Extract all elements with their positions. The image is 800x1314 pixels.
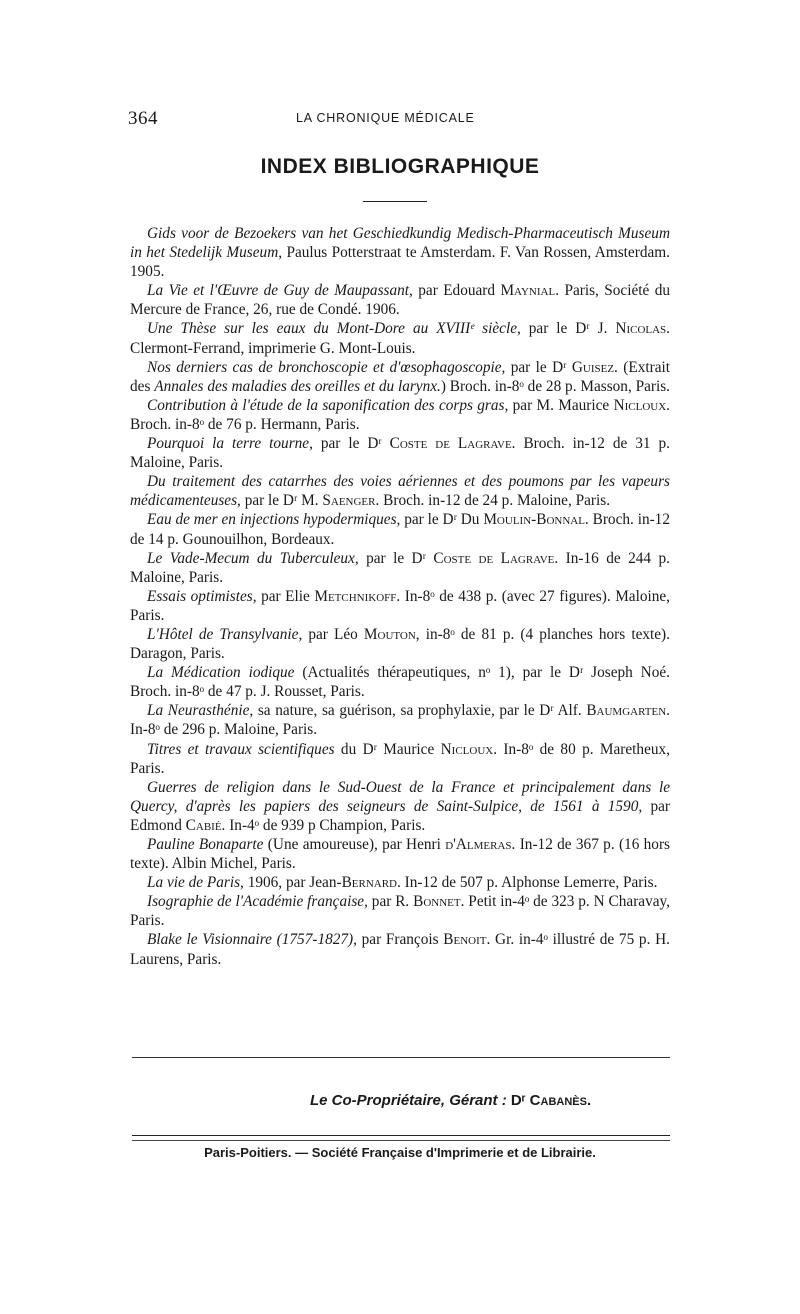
bibliography-entry <box>130 472 670 510</box>
entry-title: Annales des maladies des oreilles et du larynx. <box>154 377 441 395</box>
entry-text: Paulus Potterstraat te Amsterdam. F. Van Rossen, Amsterdam. 1905. <box>130 244 670 281</box>
entry-author: Nicloux. <box>613 396 670 414</box>
entry-title: La Vie et l'Œuvre de Guy de Maupassant, <box>147 282 413 300</box>
entry-author: Maynial. <box>500 282 560 300</box>
entry-author: Baumgarten. <box>586 702 670 720</box>
entry-author: Guisez. <box>571 358 618 376</box>
signature-name: Dʳ Cabanès. <box>510 1092 592 1109</box>
entry-text: par le Dʳ <box>505 358 572 376</box>
entry-text: Gr. in-4ᵒ illustré de 75 p. H. Laurens, Paris. <box>130 931 670 968</box>
entry-title: Du traitement des catarrhes des voies aériennes et des poumons par les vapeurs médicamenteuses, <box>130 473 670 510</box>
bibliography-entry <box>130 510 670 548</box>
entry-text: in-8ᵒ de 81 p. (4 planches hors texte). Daragon, Paris. <box>130 625 670 663</box>
entry-text: In-8ᵒ de 80 p. Maretheux, Paris. <box>130 740 670 777</box>
bibliography-entry <box>130 434 670 472</box>
entry-title: La Neurasthénie, <box>147 702 254 720</box>
entry-text: (Une amoureuse), par Henri <box>263 836 446 853</box>
bibliography-entry <box>130 873 670 892</box>
end-rule <box>132 1057 670 1058</box>
entry-text: Paris, Société du Mercure de France, 26, rue de Condé. 1906. <box>130 282 670 319</box>
entry-text: (Actualités thérapeutiques, nᵒ 1), par le Dʳ Joseph Noé. Broch. in-8ᵒ de 47 p. J. Rousset, Paris. <box>130 664 670 701</box>
bibliography-entry <box>130 663 670 701</box>
entry-author: Moulin-Bonnal. <box>483 511 589 529</box>
bibliography-entry <box>130 778 670 835</box>
bibliography-entry <box>130 358 670 396</box>
entry-text: In-12 de 367 p. (16 hors texte). Albin Michel, Paris. <box>130 836 671 873</box>
entry-text: par le Dʳ <box>358 549 434 567</box>
entry-author: Metchnikoff. <box>314 587 401 605</box>
bibliography-entry <box>130 281 670 319</box>
entry-author: Nicloux. <box>440 740 498 758</box>
entry-title: Contribution à l'étude de la saponification des corps gras, <box>147 396 509 414</box>
entry-text: In-4ᵒ de 939 p Champion, Paris. <box>225 816 426 834</box>
entry-title: Pauline Bonaparte <box>147 836 264 853</box>
entry-text: par Edouard <box>412 282 501 300</box>
entry-text: Broch. in-12 de 24 p. Maloine, Paris. <box>379 492 611 510</box>
bibliography-entry <box>130 396 670 434</box>
entry-text: In-16 de 244 p. Maloine, Paris. <box>130 549 670 586</box>
entry-author: d'Almeras. <box>445 836 516 853</box>
entry-text: par le Dʳ J. <box>520 320 616 338</box>
entry-title: Le Vade-Mecum du Tuberculeux, <box>147 549 359 567</box>
bibliography-entry <box>130 625 670 663</box>
entry-title: Titres et travaux scientifiques <box>147 740 335 758</box>
bibliography-entry <box>130 224 670 281</box>
entry-text: par le Dʳ Du <box>400 511 484 529</box>
entry-text: par R. <box>367 893 414 911</box>
entry-text: Broch. in-12 de 14 p. Gounouilhon, Bordeaux. <box>130 511 670 548</box>
signature-label: Le Co-Propriétaire, Gérant : <box>310 1092 507 1109</box>
entry-text: par François <box>356 931 444 949</box>
entry-author: Bonnet. <box>413 893 465 911</box>
entry-title: Guerres de religion dans le Sud-Ouest de la France et principalement dans le Quercy, d'après les papiers des seigneurs de Saint-Sulpice, de 1561 à 1590, <box>130 778 670 815</box>
bibliography-entry <box>130 740 670 778</box>
entry-text: In-8ᵒ de 296 p. Maloine, Paris. <box>130 721 318 739</box>
entry-author: Benoit. <box>443 931 491 949</box>
journal-name: LA CHRONIQUE MÉDICALE <box>296 111 475 125</box>
entry-title: Une Thèse sur les eaux du Mont-Dore au XVIIIᵉ siècle, <box>147 320 521 338</box>
signature <box>310 1092 670 1109</box>
bibliography-entry <box>130 892 670 930</box>
title-rule <box>363 201 427 202</box>
entry-author: Mouton, <box>363 625 420 643</box>
entry-text: 1906, par Jean- <box>243 874 342 892</box>
bibliography-entry <box>130 930 670 968</box>
entry-title: La Médication iodique <box>147 664 295 682</box>
entry-text: Broch. in-12 de 31 p. Maloine, Paris. <box>130 435 670 472</box>
entry-text: par Elie <box>256 587 315 605</box>
bibliography-entry <box>130 319 670 357</box>
entry-text: par Edmond <box>130 797 670 834</box>
entry-text: Petit in-4ᵒ de 323 p. N Charavay, Paris. <box>130 893 670 930</box>
entry-text: par le Dʳ <box>312 435 390 453</box>
entry-title: Eau de mer en injections hypodermiques, <box>147 511 401 529</box>
entry-author: Coste de Lagrave. <box>433 549 559 567</box>
bibliography-list <box>130 224 670 969</box>
imprint-rule <box>132 1135 670 1141</box>
entry-text: du Dʳ Maurice <box>334 740 441 758</box>
entry-title: L'Hôtel de Transylvanie, <box>147 625 303 643</box>
entry-author: Coste de Lagrave. <box>389 435 516 453</box>
bibliography-entry <box>130 549 670 587</box>
entry-author: Saenger. <box>322 492 380 510</box>
entry-title: Pourquoi la terre tourne, <box>147 435 313 453</box>
page-number: 364 <box>128 108 158 129</box>
entry-text: par Léo <box>302 625 364 643</box>
entry-text: In-12 de 507 p. Alphonse Lemerre, Paris. <box>400 874 658 892</box>
entry-title: Nos derniers cas de bronchoscopie et d'œsophagoscopie, <box>147 358 506 376</box>
entry-text: (Extrait des <box>130 358 670 395</box>
entry-title: Isographie de l'Académie française, <box>147 893 368 911</box>
entry-text: Broch. in-8ᵒ de 76 p. Hermann, Paris. <box>130 415 360 433</box>
entry-title: Essais optimistes, <box>147 587 257 605</box>
entry-text: ) Broch. in-8ᵒ de 28 p. Masson, Paris. <box>440 377 671 395</box>
entry-author: Nicolas. <box>615 320 670 338</box>
bibliography-entry <box>130 587 670 625</box>
entry-text: Clermont-Ferrand, imprimerie G. Mont-Louis. <box>130 339 416 357</box>
section-title: INDEX BIBLIOGRAPHIQUE <box>260 155 540 178</box>
entry-text: par le Dʳ M. <box>240 492 323 510</box>
running-head <box>128 108 668 128</box>
bibliography-entry <box>130 701 670 739</box>
entry-text: In-8ᵒ de 438 p. (avec 27 figures). Maloine, Paris. <box>130 587 671 624</box>
printer-imprint: Paris-Poitiers. — Société Française d'Imprimerie et de Librairie. <box>204 1145 596 1160</box>
entry-text: sa nature, sa guérison, sa prophylaxie, par le Dʳ Alf. <box>253 702 587 720</box>
entry-title: Gids voor de Bezoekers van het Geschiedkundig Medisch-Pharmaceutisch Museum in het Stedelijk Museum, <box>130 225 670 262</box>
entry-author: Bernard. <box>341 874 401 892</box>
entry-text: par M. Maurice <box>508 396 614 414</box>
bibliography-entry <box>130 835 670 873</box>
entry-author: Cabié. <box>185 816 226 834</box>
entry-title: Blake le Visionnaire (1757-1827), <box>147 931 357 949</box>
entry-title: La vie de Paris, <box>147 874 244 892</box>
